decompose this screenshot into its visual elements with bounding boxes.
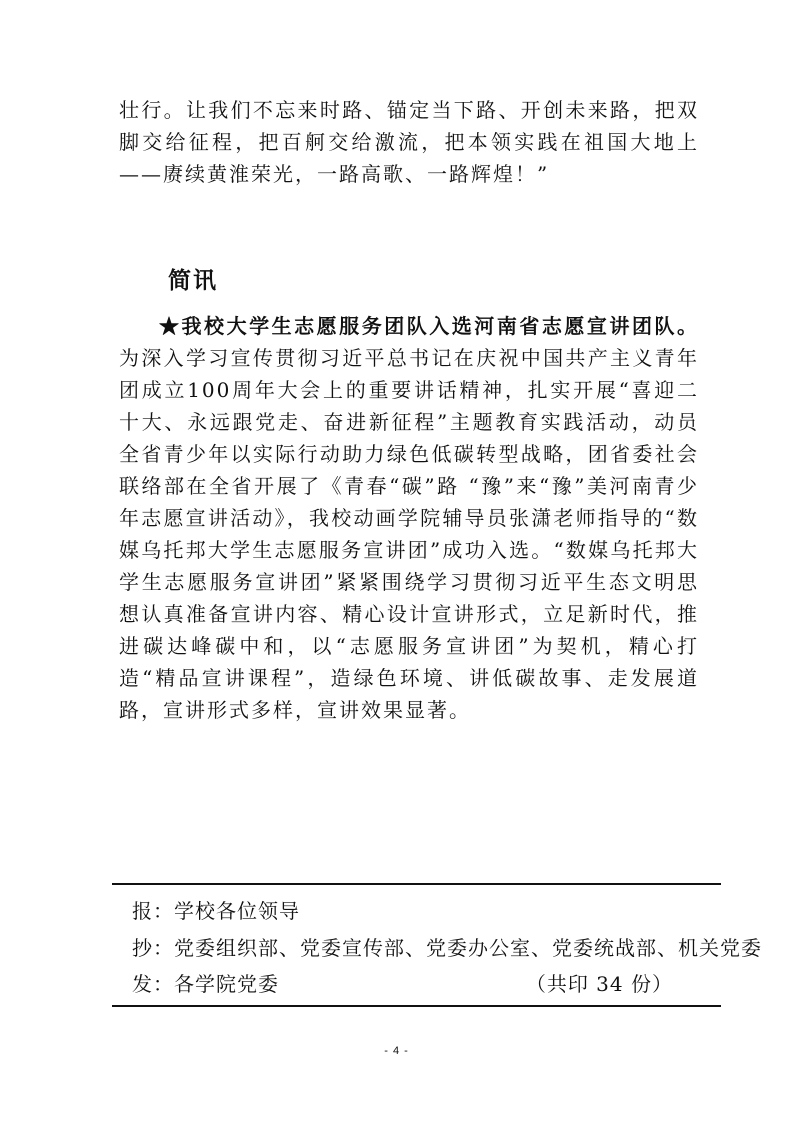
news-headline: ★我校大学生志愿服务团队入选河南省志愿宣讲团队。 bbox=[159, 314, 699, 338]
page-number: - 4 - bbox=[384, 1045, 409, 1057]
distribution-send-row bbox=[132, 969, 707, 999]
distribution-copy-row: 抄：党委组织部、党委宣传部、党委办公室、党委统战部、机关党委 bbox=[132, 936, 762, 960]
distribution-bottom-rule bbox=[112, 1005, 721, 1007]
print-count: （共印 34 份） bbox=[525, 972, 673, 996]
distribution-send-text: 发：各学院党委 bbox=[132, 972, 279, 996]
news-body: 为深入学习宣传贯彻习近平总书记在庆祝中国共产主义青年团成立100周年大会上的重要讲话精神，扎实开展“喜迎二十大、永远跟党走、奋进新征程”主题教育实践活动，动员全省青少年以实际行动助力绿色低碳转型战略，团省委社会联络部在全省开展了《青春“碳”路 “豫”来“豫”美河南青少年志愿宣讲活动》，我校动画学院辅导员张潇老师指导的“数媒乌托邦大学生志愿服务宣讲团”成功入选。“数媒乌托邦大学生志愿服务宣讲团”紧紧围绕学习贯彻习近平生态文明思想认真准备宣讲内容、精心设计宣讲形式，立足新时代，推进碳达峰碳中和，以“志愿服务宣讲团”为契机，精心打造“精品宣讲课程”，造绿色环境、讲低碳故事、走发展道路，宣讲形式多样，宣讲效果显著。 bbox=[119, 346, 699, 722]
distribution-top-rule bbox=[112, 883, 721, 885]
news-paragraph bbox=[119, 310, 699, 726]
section-heading: 简讯 bbox=[168, 267, 218, 294]
distribution-report-row: 报：学校各位领导 bbox=[132, 899, 300, 923]
intro-paragraph: 壮行。让我们不忘来时路、锚定当下路、开创未来路，把双脚交给征程，把百舸交给激流，把本领实践在祖国大地上——赓续黄淮荣光，一路高歌、一路辉煌！” bbox=[119, 98, 699, 186]
